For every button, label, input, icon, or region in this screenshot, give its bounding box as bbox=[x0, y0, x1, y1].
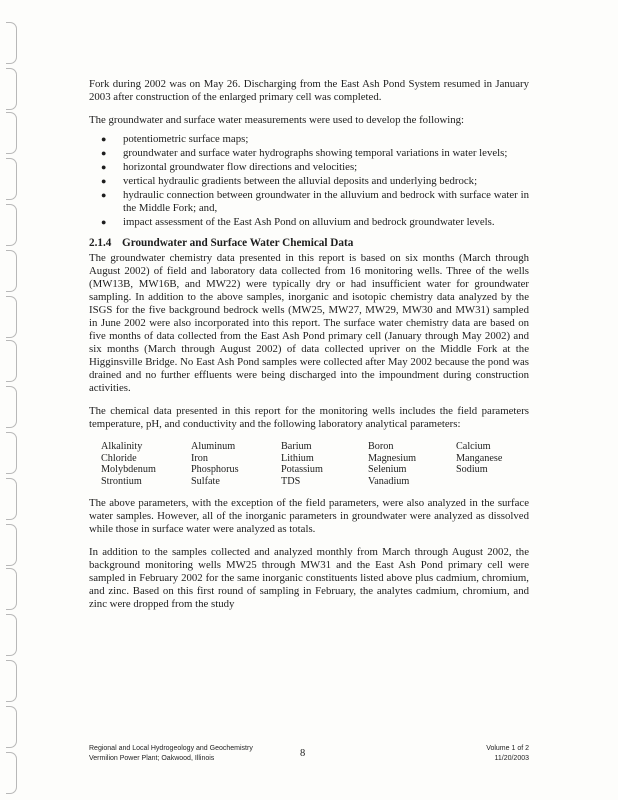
table-row bbox=[101, 453, 526, 465]
binder-holes bbox=[0, 0, 26, 800]
table-cell: Phosphorus bbox=[191, 464, 239, 475]
binder-ring bbox=[6, 250, 17, 292]
table-cell: Potassium bbox=[281, 464, 323, 475]
table-cell: Manganese bbox=[456, 452, 503, 464]
page-number: 8 bbox=[300, 748, 306, 759]
table-cell: Calcium bbox=[456, 441, 491, 452]
bullet-icon: ● bbox=[101, 217, 107, 227]
table-cell: Barium bbox=[281, 441, 312, 452]
footer-right bbox=[486, 744, 529, 764]
list-item bbox=[101, 189, 529, 215]
table-cell: Iron bbox=[191, 452, 208, 464]
section-heading bbox=[89, 237, 529, 250]
table-cell: Sulfate bbox=[191, 475, 220, 487]
binder-ring bbox=[6, 614, 17, 656]
table-cell: Molybdenum bbox=[101, 464, 156, 475]
binder-ring bbox=[6, 204, 17, 246]
binder-ring bbox=[6, 706, 17, 748]
paragraph: Fork during 2002 was on May 26. Discharging from the East Ash Pond System resumed in January 2003 after construction of the enlarged primary cell was completed. bbox=[89, 78, 529, 103]
page-content bbox=[89, 78, 529, 621]
binder-ring bbox=[6, 68, 17, 110]
bullet-icon: ● bbox=[101, 148, 107, 158]
table-cell: Chloride bbox=[101, 452, 137, 464]
table-cell: Selenium bbox=[368, 464, 407, 475]
table-cell: Lithium bbox=[281, 452, 314, 464]
list-item-text: potentiometric surface maps; bbox=[123, 133, 249, 145]
section-number: 2.1.4 bbox=[89, 237, 112, 249]
binder-ring bbox=[6, 112, 17, 154]
binder-ring bbox=[6, 22, 17, 64]
table-row bbox=[101, 441, 526, 453]
table-cell: Magnesium bbox=[368, 452, 417, 464]
list-item bbox=[101, 216, 529, 229]
table-cell: Vanadium bbox=[368, 475, 410, 487]
binder-ring bbox=[6, 386, 17, 428]
bullet-icon: ● bbox=[101, 162, 107, 172]
bullet-list bbox=[89, 133, 529, 229]
list-item bbox=[101, 161, 529, 174]
bullet-icon: ● bbox=[101, 134, 107, 144]
binder-ring bbox=[6, 524, 17, 566]
binder-ring bbox=[6, 340, 17, 382]
table-cell: Aluminum bbox=[191, 441, 236, 452]
footer-volume: Volume 1 of 2 bbox=[486, 745, 529, 752]
bullet-icon: ● bbox=[101, 176, 107, 186]
list-item-text: horizontal groundwater flow directions and velocities; bbox=[123, 161, 358, 173]
table-cell: TDS bbox=[281, 475, 301, 487]
list-item bbox=[101, 175, 529, 188]
binder-ring bbox=[6, 432, 17, 474]
list-item-text: impact assessment of the East Ash Pond on alluvium and bedrock groundwater levels. bbox=[123, 216, 495, 228]
paragraph: In addition to the samples collected and analyzed monthly from March through August 2002, the background monitoring wells MW25 through MW31 and the East Ash Pond primary cell were sampled in February 2002 for the same inorganic constituents listed above plus cadmium, chromium, and zinc. Based on this first round of sampling in February, the analytes cadmium, chromium, and zinc were dropped from the study bbox=[89, 546, 529, 610]
table-cell: Strontium bbox=[101, 475, 142, 487]
binder-ring bbox=[6, 752, 17, 794]
footer-report-title: Regional and Local Hydrogeology and Geochemistry bbox=[89, 745, 253, 752]
table-row bbox=[101, 464, 526, 476]
list-item bbox=[101, 133, 529, 146]
table-cell bbox=[456, 476, 526, 488]
section-title: Groundwater and Surface Water Chemical Data bbox=[122, 237, 354, 249]
paragraph: The groundwater chemistry data presented in this report is based on six months (March through August 2002) of field and laboratory data collected from 16 monitoring wells. Three of the wells (MW13B, MW16B, and MW22) were typically dry or had insufficient water for groundwater sampling. In addition to the above samples, inorganic and isotopic chemistry data analyzed by the ISGS for the five background bedrock wells (MW25, MW27, MW29, MW30 and MW31) sampled in June 2002 were also incorporated into this report. The surface water chemistry data are based on five months of data collected from the East Ash Pond primary cell (January through May 2002) and six months (March through August 2002) of data collected upriver on the Middle Fork at the Higginsville Bridge. No East Ash Pond samples were collected after May 2002 because the pond was drained and no further effluents were being discharged into the impoundment during construction activities. bbox=[89, 252, 529, 394]
list-item bbox=[101, 147, 529, 160]
binder-ring bbox=[6, 296, 17, 338]
list-item-text: vertical hydraulic gradients between the alluvial deposits and underlying bedrock; bbox=[123, 175, 478, 187]
bullet-icon: ● bbox=[101, 190, 107, 200]
parameter-table bbox=[101, 441, 526, 487]
table-row bbox=[101, 476, 526, 488]
page-footer bbox=[89, 744, 529, 774]
binder-ring bbox=[6, 568, 17, 610]
paragraph: The groundwater and surface water measurements were used to develop the following: bbox=[89, 114, 465, 126]
binder-ring bbox=[6, 660, 17, 702]
footer-left bbox=[89, 744, 253, 764]
footer-date: 11/20/2003 bbox=[494, 755, 529, 762]
binder-ring bbox=[6, 158, 17, 200]
paragraph: The chemical data presented in this report for the monitoring wells includes the field parameters temperature, pH, and conductivity and the following laboratory analytical parameters: bbox=[89, 405, 529, 430]
footer-site-name: Vermilion Power Plant; Oakwood, Illinois bbox=[89, 755, 215, 762]
table-cell: Boron bbox=[368, 441, 394, 452]
binder-ring bbox=[6, 478, 17, 520]
table-cell: Sodium bbox=[456, 464, 488, 475]
table-cell: Alkalinity bbox=[101, 441, 143, 452]
list-item-text: groundwater and surface water hydrographs showing temporal variations in water levels; bbox=[123, 147, 508, 159]
paragraph: The above parameters, with the exception of the field parameters, were also analyzed in the surface water samples. However, all of the inorganic parameters in groundwater were analyzed as dissolved while those in surface water were analyzed as totals. bbox=[89, 497, 529, 535]
list-item-text: hydraulic connection between groundwater in the alluvium and bedrock with surface water in the Middle Fork; and, bbox=[123, 189, 529, 214]
